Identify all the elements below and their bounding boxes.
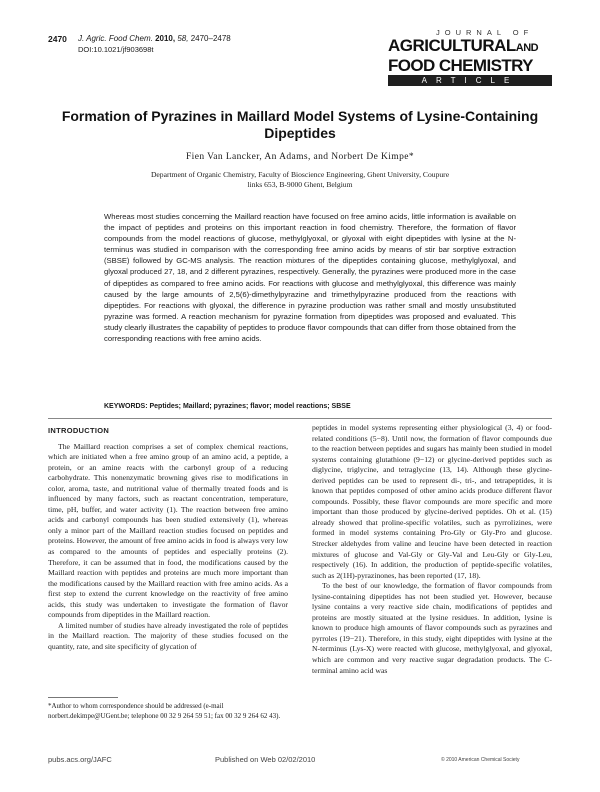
affiliation: Department of Organic Chemistry, Faculty of Bioscience Engineering, Ghent University, Coupure links 653, B-9000 Ghent, Belgium bbox=[150, 170, 450, 189]
intro-paragraph: A limited number of studies have already investigated the role of peptides in the Maillard reaction. The majority of these studies focused on the quantity, rate, and site specificity of glycation of bbox=[48, 620, 288, 651]
journal-logo-line1 bbox=[388, 37, 552, 57]
intro-paragraph: To the best of our knowledge, the formation of flavor compounds from lysine-containing dipeptides has not been studied yet. However, because lysine contains a very reactive side chain, modifications of peptides and proteins are mostly situated at the lysine residues. In addition, lysine is known to produce high amounts of flavor compounds such as pyrazines and pyrroles (19−21). Therefore, in this study, eight dipeptides with lysine at the N-terminus (Lys-X) were reacted with glucose, methylglyoxal, and glyoxal, which are common and very reactive sugar degradation products. The C-terminal amino acid was bbox=[312, 581, 552, 675]
journal-logo-line2: FOOD CHEMISTRY bbox=[388, 56, 533, 75]
authors: Fien Van Lancker, An Adams, and Norbert De Kimpe* bbox=[186, 152, 414, 162]
correspondence-footnote: *Author to whom correspondence should be addressed (e-mail norbert.dekimpe@UGent.be; telephone 00 32 9 264 59 51; fax 00 32 9 264 62 43). bbox=[48, 702, 281, 720]
citation-journal: J. Agric. Food Chem. bbox=[78, 34, 153, 43]
article-banner: ARTICLE bbox=[388, 75, 552, 86]
footer-copyright: © 2010 American Chemical Society bbox=[441, 757, 520, 763]
abstract: Whereas most studies concerning the Maillard reaction have focused on free amino acids, little information is available on the impact of peptides and proteins on this important reaction in food chemistry. Therefore, the formation of flavor compounds from the model reactions of glucose, methylglyoxal, or glyoxal with eight dipeptides with lysine at the N-terminus was studied in comparison with the corresponding free amino acids by means of stir bar sorptive extraction (SBSE) followed by GC-MS analysis. The reaction mixtures of the dipeptides containing glucose, methylglyoxal, and glyoxal produced 27, 18, and 2 different pyrazines, respectively. Generally, the pyrazines were produced more in the case of dipeptides as compared to free amino acids. For reactions with glucose and methylglyoxal, this difference was mainly caused by the large amounts of 2,5(6)-dimethylpyrazine and trimethylpyrazine produced from the reactions with dipeptides. For reactions with glyoxal, the difference in pyrazine production was rather small and mostly unsubstituted pyrazine was formed. A reaction mechanism for pyrazine formation from dipeptides was proposed and evaluated. This study clearly illustrates the capability of peptides to produce flavor compounds that can differ from those obtained from the corresponding reactions with free amino acids. bbox=[104, 212, 516, 344]
footer-published: Published on Web 02/02/2010 bbox=[215, 755, 316, 764]
citation-pages: 2470–2478 bbox=[190, 34, 231, 43]
left-column bbox=[48, 426, 288, 652]
article-title: Formation of Pyrazines in Maillard Model Systems of Lysine-Containing Dipeptides bbox=[61, 108, 539, 141]
doi[interactable]: DOI:10.1021/jf903698t bbox=[78, 45, 154, 54]
page-number: 2470 bbox=[48, 34, 67, 44]
intro-paragraph: The Maillard reaction comprises a set of complex chemical reactions, which are initiated when a free amino group of an amino acid, a peptide, a protein, or an amine reacts with the carbonyl group of a reducing carbohydrate. This nonenzymatic browning gives rise to modifications in color, aroma, taste, and nutritional value of thermally treated foods and is influenced by many factors, such as reactant concentration, temperature, time, pH, buffer, and water activity (1). The reaction between free amino acids and carbonyl compounds has been studied extensively (1), whereas only a minor part of the Maillard reaction studies focused on peptides and proteins. However, the amount of free amino acids in food is always very low as compared to the amounts of peptides and especially proteins (2). Therefore, it can be assumed that in food, the modifications caused by the Maillard reaction with peptides and proteins are much more important than the modifications caused by the Maillard reaction with free amino acids. As a first step to extend the current knowledge on the reactivity of free amino acids, this study was undertaken to investigate the formation of flavor compounds from dipeptides in the Maillard reaction. bbox=[48, 441, 288, 620]
journal-logo-and: AND bbox=[515, 42, 539, 54]
introduction-heading: INTRODUCTION bbox=[48, 426, 110, 435]
citation-year: 2010, bbox=[155, 34, 176, 43]
journal-logo bbox=[388, 28, 552, 86]
footnote-divider bbox=[48, 697, 118, 698]
citation-volume: 58, bbox=[177, 34, 189, 43]
footer-url[interactable]: pubs.acs.org/JAFC bbox=[48, 755, 112, 764]
citation bbox=[78, 34, 231, 43]
journal-of-label: JOURNAL OF bbox=[436, 28, 534, 37]
section-divider bbox=[48, 418, 552, 419]
journal-logo-agricultural: AGRICULTURAL bbox=[388, 36, 516, 55]
intro-paragraph: peptides in model systems representing either physiological (3, 4) or food-related conditions (5−8). Until now, the formation of flavor compounds due to the reaction between peptides and sugars has mainly been studied in model systems containing glutathione (9−12) or glycine-derived peptides such as diglycine, triglycine, and tetraglycine (13, 14). Although these glycine-derived peptides can be used to represent di-, tri-, and tetrapeptides, it is known that peptides composed of other amino acids produce different flavor compounds. Possibly, these flavor compounds are more specific and more important than those produced by glycine-derived peptides. Oh et al. (15) already showed that proline-specific volatiles, such as pyrrolizines, were formed in model systems containing Pro-Gly or Gly-Pro and glucose. Strecker aldehydes from valine and leucine have been detected in reaction mixtures of glucose and Val-Gly or Gly-Val and Leu-Gly or Gly-Leu, respectively (16). In addition, the production of peptide-specific volatiles, such as 2(1H)-pyrazinones, has been reported (17, 18). bbox=[312, 423, 552, 580]
keywords: KEYWORDS: Peptides; Maillard; pyrazines; flavor; model reactions; SBSE bbox=[104, 403, 351, 410]
right-column bbox=[312, 423, 552, 676]
